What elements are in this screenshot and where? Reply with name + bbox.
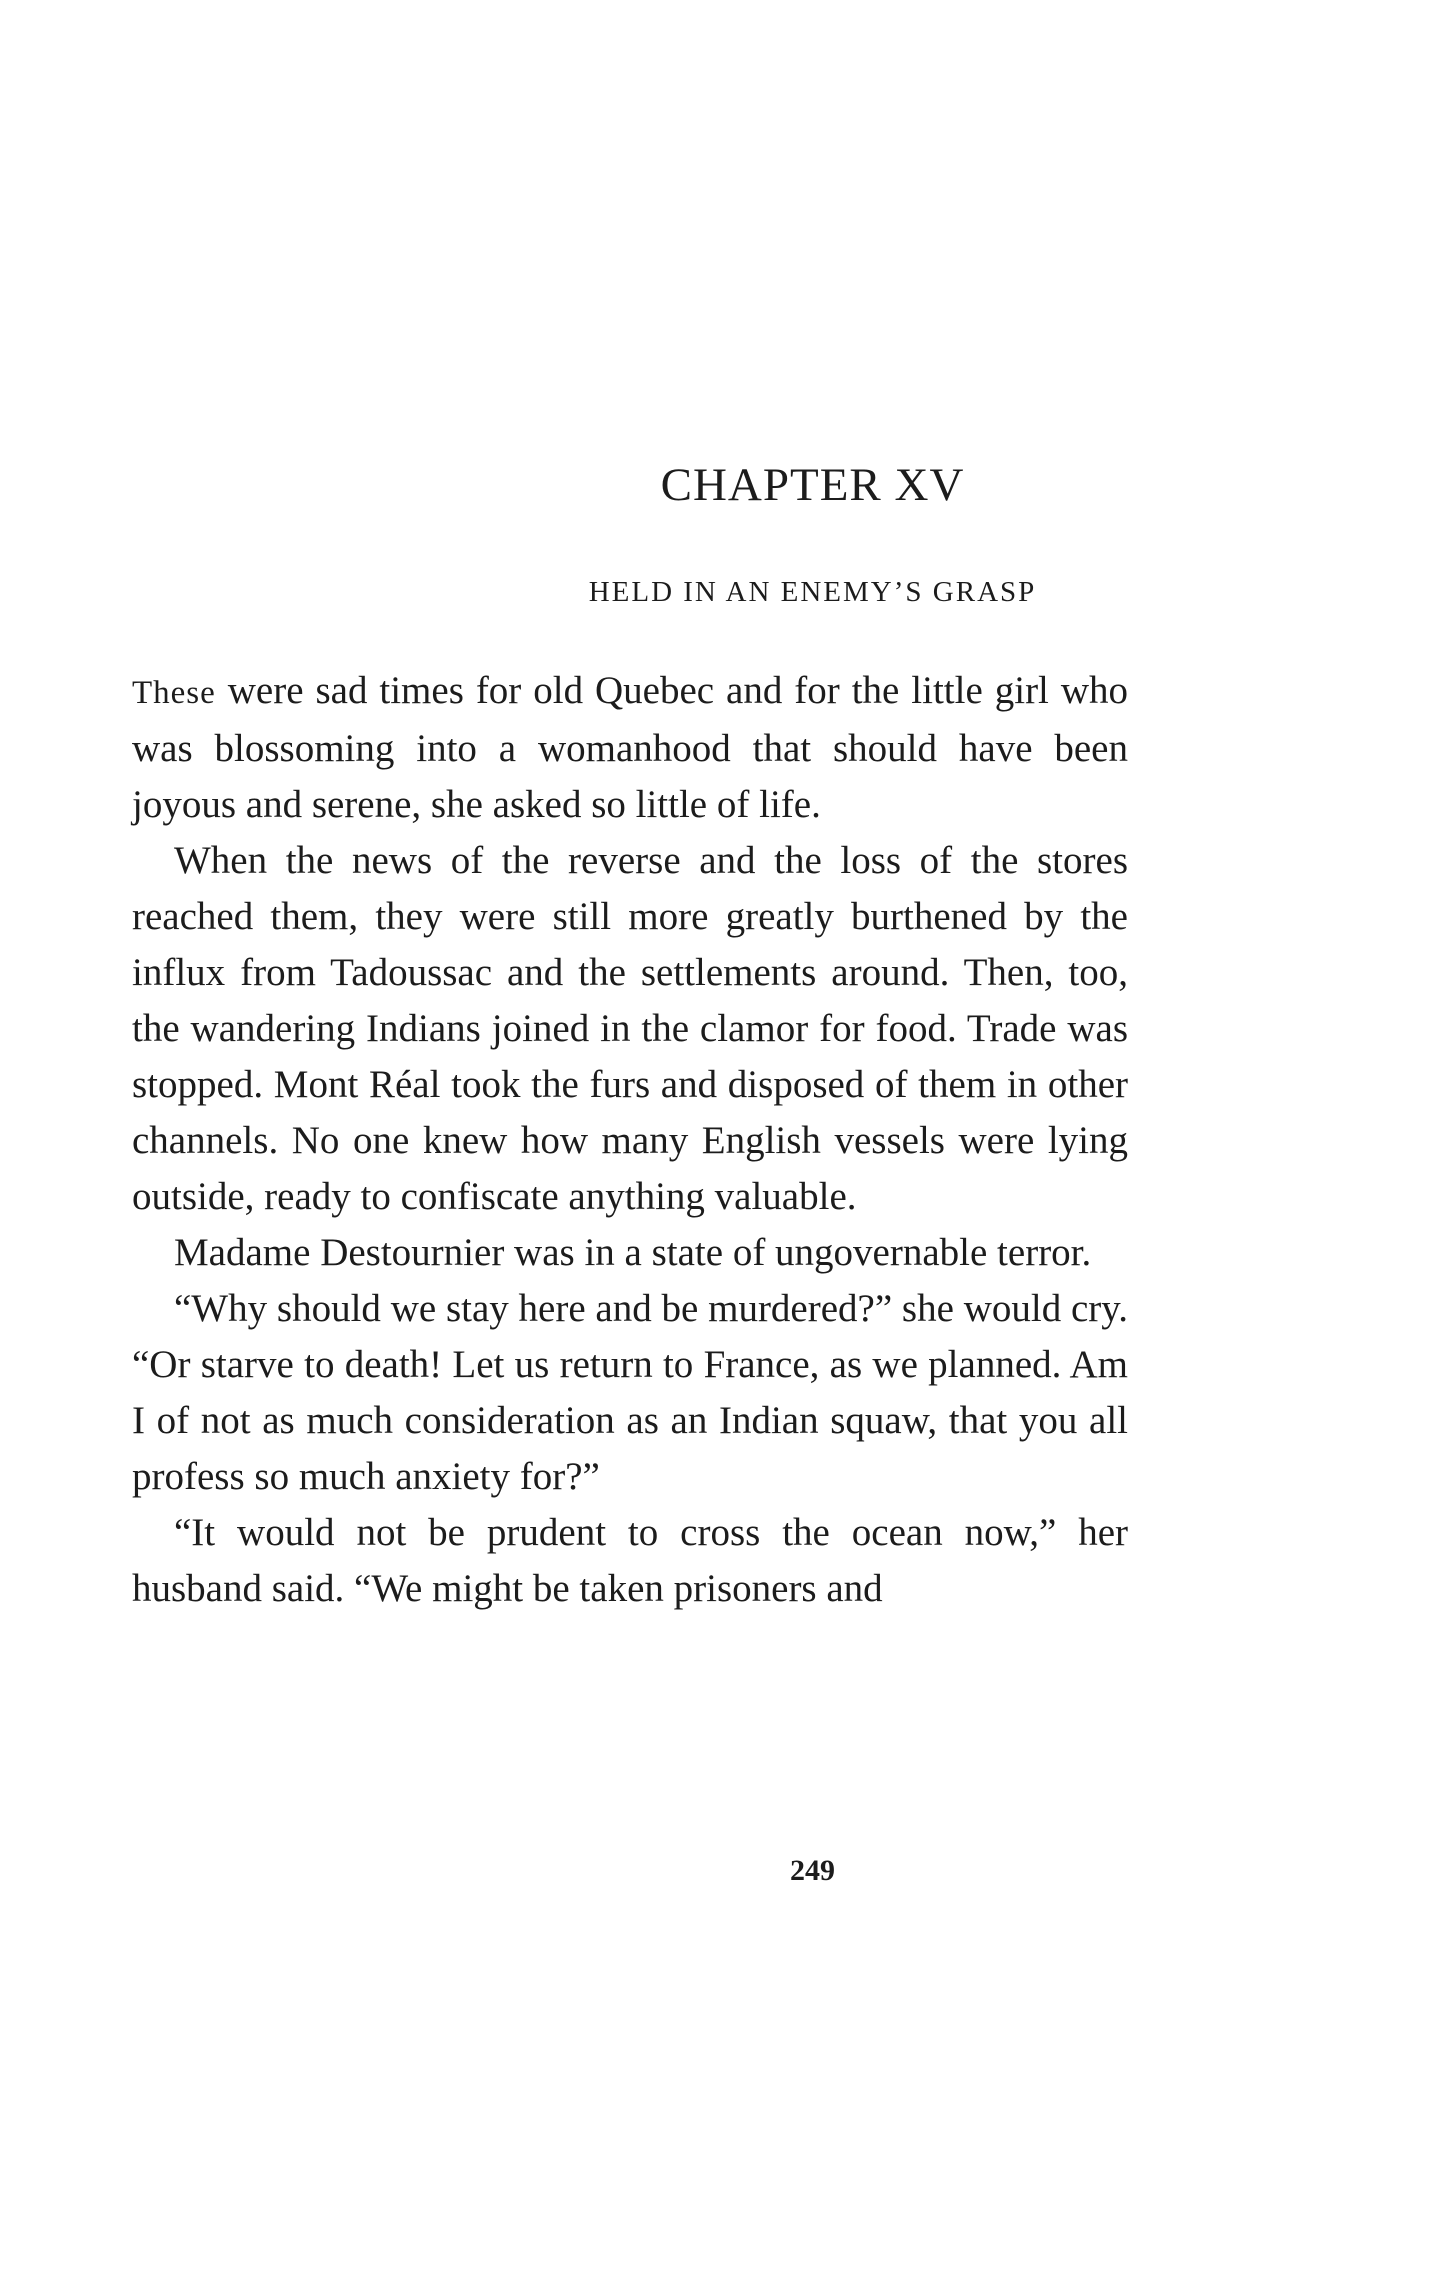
paragraph-4: “Why should we stay here and be murdered?” she would cry. “Or starve to death! Let us return to France, as we planned. Am I of not as much consideration as an Indian squaw, that you all profess so much anxiety for?” [132,1287,1128,1498]
paragraph-lead-smallcaps: These [132,675,216,711]
paragraph-5: “It would not be prudent to cross the ocean now,” her husband said. “We might be taken prisoners and [132,1511,1128,1610]
page-number: 249 [790,1854,835,1887]
paragraph-3: Madame Destournier was in a state of ungovernable terror. [174,1231,1092,1274]
chapter-subtitle: HELD IN AN ENEMY’S GRASP [588,576,1037,608]
paragraph-1 [132,663,1128,833]
paragraph-2: When the news of the reverse and the loss of the stores reached them, they were still more greatly burthened by the influx from Tadoussac and the settlements around. Then, too, the wandering Indians joined in the clamor for food. Trade was stopped. Mont Réal took the furs and disposed of them in other channels. No one knew how many English vessels were lying outside, ready to confiscate anything valuable. [132,839,1128,1218]
body-text [132,663,1128,1617]
chapter-title: CHAPTER XV [660,459,965,511]
paragraph-1-text: were sad times for old Quebec and for the little girl who was blossoming into a womanhood that should have been joyous and serene, she asked so little of life. [132,669,1128,826]
